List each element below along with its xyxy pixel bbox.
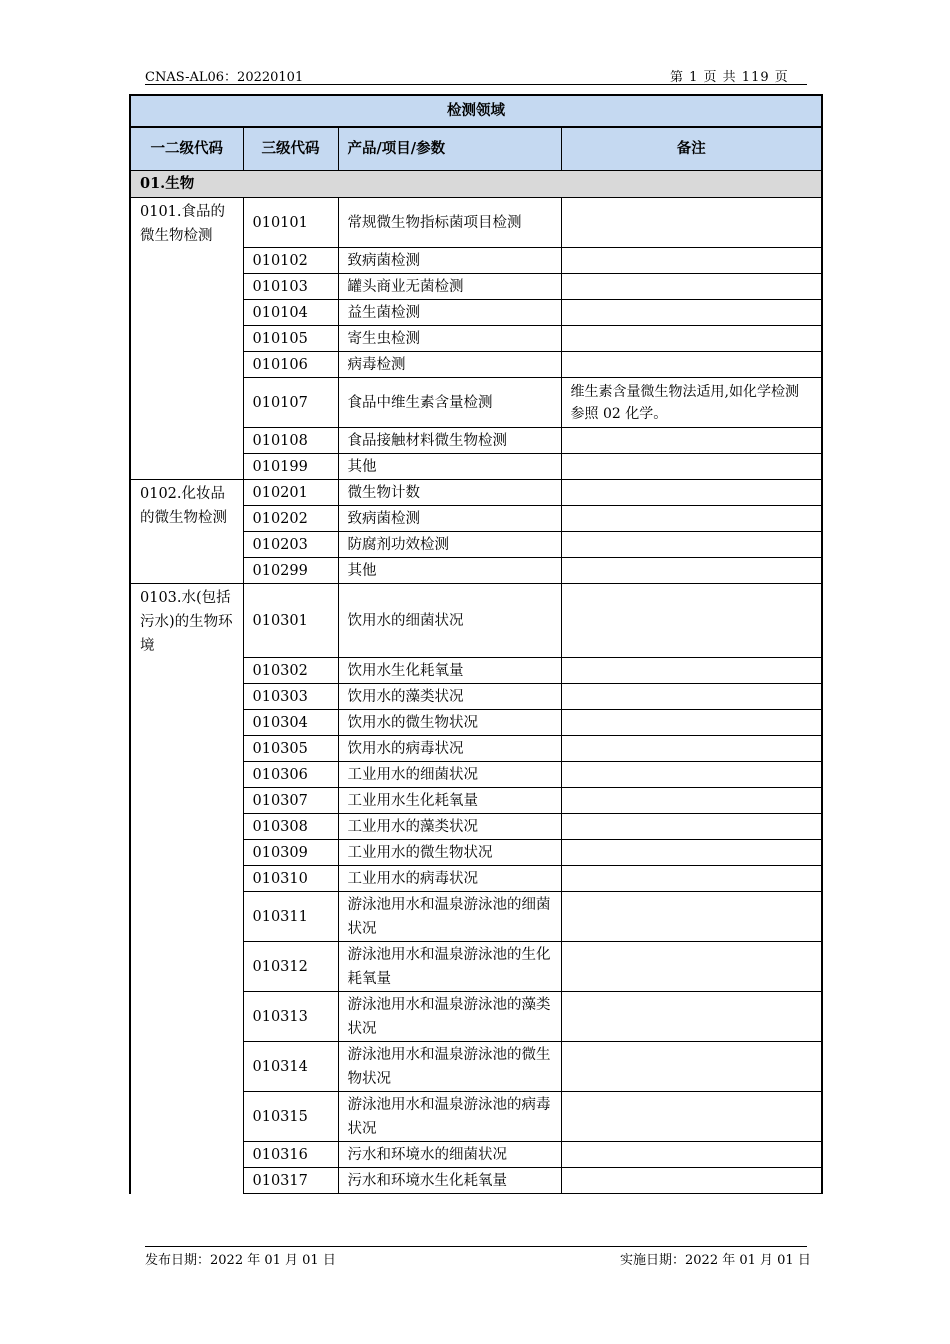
col-header-level12: 一二级代码 — [130, 127, 243, 171]
category-label: 01.生物 — [130, 171, 822, 198]
table-row — [130, 584, 822, 658]
note-cell — [561, 942, 822, 992]
domain-header-row — [130, 95, 822, 127]
code-cell: 010314 — [243, 1042, 338, 1092]
item-cell: 病毒检测 — [338, 352, 561, 378]
code-cell: 010315 — [243, 1092, 338, 1142]
note-cell — [561, 480, 822, 506]
code-cell: 010202 — [243, 506, 338, 532]
note-cell — [561, 788, 822, 814]
publish-date: 发布日期：2022 年 01 月 01 日 — [145, 1253, 336, 1268]
category-row — [130, 171, 822, 198]
code-cell: 010313 — [243, 992, 338, 1042]
code-cell: 010308 — [243, 814, 338, 840]
code-cell: 010301 — [243, 584, 338, 658]
code-cell: 010203 — [243, 532, 338, 558]
code-cell: 010306 — [243, 762, 338, 788]
item-cell: 罐头商业无菌检测 — [338, 274, 561, 300]
item-cell: 游泳池用水和温泉游泳池的病毒状况 — [338, 1092, 561, 1142]
note-cell — [561, 814, 822, 840]
note-cell — [561, 840, 822, 866]
note-cell — [561, 352, 822, 378]
item-cell: 致病菌检测 — [338, 506, 561, 532]
column-header-row — [130, 127, 822, 171]
code-cell: 010102 — [243, 248, 338, 274]
note-cell — [561, 506, 822, 532]
note-cell — [561, 532, 822, 558]
item-cell: 饮用水的细菌状况 — [338, 584, 561, 658]
effective-date: 实施日期：2022 年 01 月 01 日 — [620, 1253, 811, 1268]
note-cell — [561, 274, 822, 300]
item-cell: 其他 — [338, 558, 561, 584]
code-cell: 010311 — [243, 892, 338, 942]
page-number: 第 1 页 共 119 页 — [670, 70, 789, 85]
detection-field-table — [129, 94, 823, 1194]
item-cell: 工业用水生化耗氧量 — [338, 788, 561, 814]
group-name-cell: 0101.食品的微生物检测 — [130, 198, 243, 480]
domain-title: 检测领域 — [130, 95, 822, 127]
note-cell — [561, 1042, 822, 1092]
note-cell — [561, 198, 822, 248]
note-cell: 维生素含量微生物法适用,如化学检测参照 02 化学。 — [561, 378, 822, 428]
item-cell: 致病菌检测 — [338, 248, 561, 274]
code-cell: 010104 — [243, 300, 338, 326]
col-header-note: 备注 — [561, 127, 822, 171]
code-cell: 010299 — [243, 558, 338, 584]
code-cell: 010305 — [243, 736, 338, 762]
col-header-level3: 三级代码 — [243, 127, 338, 171]
footer-divider — [145, 1246, 807, 1247]
note-cell — [561, 658, 822, 684]
note-cell — [561, 992, 822, 1042]
code-cell: 010307 — [243, 788, 338, 814]
item-cell: 食品中维生素含量检测 — [338, 378, 561, 428]
item-cell: 游泳池用水和温泉游泳池的生化耗氧量 — [338, 942, 561, 992]
note-cell — [561, 1092, 822, 1142]
note-cell — [561, 248, 822, 274]
code-cell: 010103 — [243, 274, 338, 300]
item-cell: 食品接触材料微生物检测 — [338, 428, 561, 454]
item-cell: 工业用水的微生物状况 — [338, 840, 561, 866]
item-cell: 常规微生物指标菌项目检测 — [338, 198, 561, 248]
item-cell: 饮用水的藻类状况 — [338, 684, 561, 710]
code-cell: 010107 — [243, 378, 338, 428]
code-cell: 010101 — [243, 198, 338, 248]
item-cell: 污水和环境水的细菌状况 — [338, 1142, 561, 1168]
code-cell: 010312 — [243, 942, 338, 992]
item-cell: 其他 — [338, 454, 561, 480]
item-cell: 饮用水的病毒状况 — [338, 736, 561, 762]
note-cell — [561, 866, 822, 892]
item-cell: 工业用水的病毒状况 — [338, 866, 561, 892]
code-cell: 010309 — [243, 840, 338, 866]
table-row — [130, 198, 822, 248]
group-name-cell: 0103.水(包括污水)的生物环境 — [130, 584, 243, 1194]
item-cell: 工业用水的藻类状况 — [338, 814, 561, 840]
code-cell: 010105 — [243, 326, 338, 352]
item-cell: 游泳池用水和温泉游泳池的藻类状况 — [338, 992, 561, 1042]
header-divider — [145, 84, 807, 85]
note-cell — [561, 684, 822, 710]
code-cell: 010302 — [243, 658, 338, 684]
item-cell: 污水和环境水生化耗氧量 — [338, 1168, 561, 1194]
item-cell: 饮用水生化耗氧量 — [338, 658, 561, 684]
note-cell — [561, 300, 822, 326]
code-cell: 010317 — [243, 1168, 338, 1194]
note-cell — [561, 1142, 822, 1168]
code-cell: 010303 — [243, 684, 338, 710]
note-cell — [561, 558, 822, 584]
table-row — [130, 480, 822, 506]
col-header-item: 产品/项目/参数 — [338, 127, 561, 171]
note-cell — [561, 710, 822, 736]
code-cell: 010108 — [243, 428, 338, 454]
note-cell — [561, 1168, 822, 1194]
code-cell: 010310 — [243, 866, 338, 892]
item-cell: 微生物计数 — [338, 480, 561, 506]
note-cell — [561, 428, 822, 454]
doc-id: CNAS-AL06：20220101 — [145, 70, 304, 85]
note-cell — [561, 736, 822, 762]
code-cell: 010316 — [243, 1142, 338, 1168]
code-cell: 010199 — [243, 454, 338, 480]
note-cell — [561, 892, 822, 942]
item-cell: 益生菌检测 — [338, 300, 561, 326]
note-cell — [561, 584, 822, 658]
item-cell: 饮用水的微生物状况 — [338, 710, 561, 736]
item-cell: 工业用水的细菌状况 — [338, 762, 561, 788]
group-name-cell: 0102.化妆品的微生物检测 — [130, 480, 243, 584]
code-cell: 010201 — [243, 480, 338, 506]
code-cell: 010106 — [243, 352, 338, 378]
item-cell: 防腐剂功效检测 — [338, 532, 561, 558]
item-cell: 寄生虫检测 — [338, 326, 561, 352]
code-cell: 010304 — [243, 710, 338, 736]
note-cell — [561, 326, 822, 352]
note-cell — [561, 762, 822, 788]
note-cell — [561, 454, 822, 480]
item-cell: 游泳池用水和温泉游泳池的微生物状况 — [338, 1042, 561, 1092]
item-cell: 游泳池用水和温泉游泳池的细菌状况 — [338, 892, 561, 942]
